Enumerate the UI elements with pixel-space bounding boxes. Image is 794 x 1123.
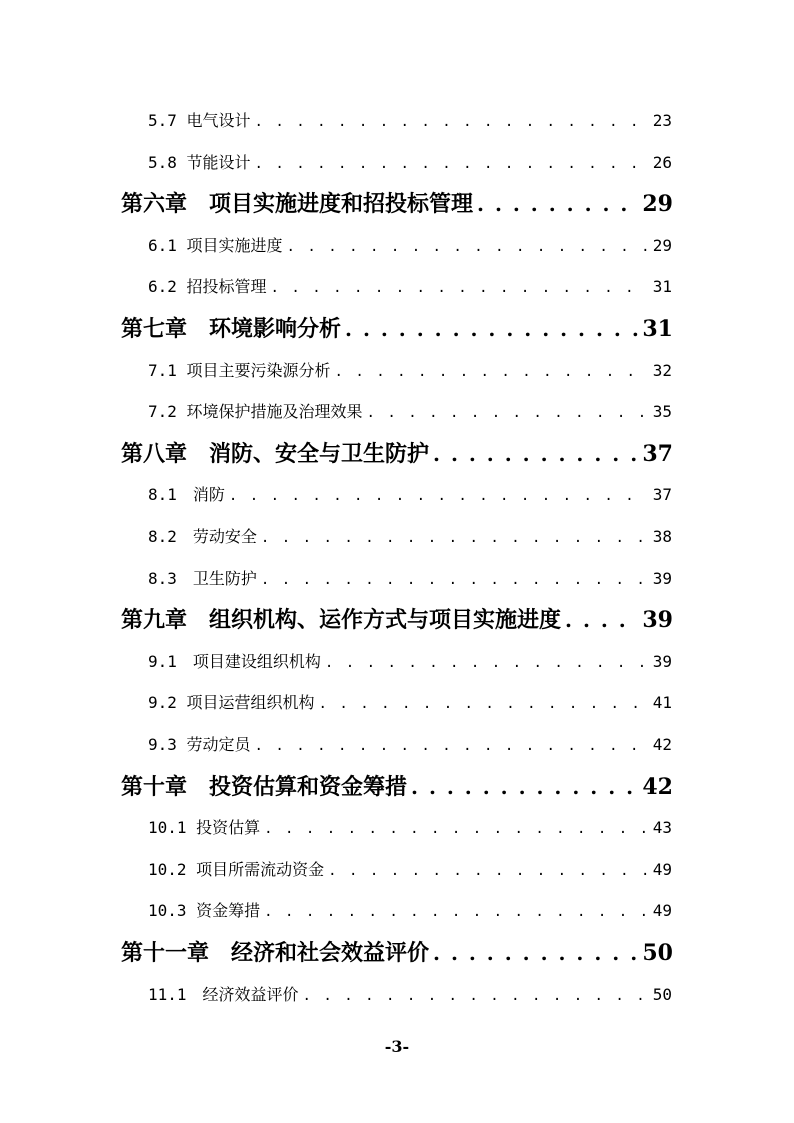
toc-entry-title: 第八章 消防、安全与卫生防护 — [121, 440, 430, 467]
toc-entry-page-number: 26 — [652, 152, 672, 172]
toc-entry-page-number: 31 — [652, 277, 672, 297]
toc-section-entry[interactable] — [148, 233, 672, 256]
toc-section-entry[interactable] — [148, 690, 672, 713]
toc-dot-leader — [229, 488, 649, 504]
toc-dot-leader — [264, 904, 649, 920]
toc-dot-leader — [335, 364, 649, 380]
toc-dot-leader — [255, 114, 649, 130]
toc-dot-leader — [261, 572, 649, 588]
toc-entry-page-number: 37 — [642, 440, 673, 467]
toc-section-entry[interactable] — [148, 399, 672, 422]
toc-chapter-entry[interactable] — [121, 312, 673, 343]
toc-section-entry[interactable] — [148, 898, 672, 921]
toc-dot-leader — [255, 738, 649, 754]
toc-entry-page-number: 29 — [642, 191, 673, 218]
toc-entry-title: 10.3 资金筹措 — [148, 901, 261, 921]
toc-dot-leader — [411, 775, 638, 799]
toc-chapter-entry[interactable] — [121, 437, 673, 468]
toc-chapter-entry[interactable] — [121, 770, 673, 801]
toc-entry-title: 11.1 经济效益评价 — [148, 984, 299, 1004]
toc-entry-title: 9.3 劳动定员 — [148, 735, 251, 754]
toc-entry-page-number: 43 — [652, 818, 672, 838]
toc-entry-title: 5.8 节能设计 — [148, 152, 251, 172]
toc-dot-leader — [255, 156, 649, 172]
toc-section-entry[interactable] — [148, 815, 672, 838]
toc-entry-page-number: 41 — [652, 693, 672, 713]
toc-section-entry[interactable] — [148, 566, 672, 589]
toc-entry-title: 9.2 项目运营组织机构 — [148, 693, 315, 713]
toc-entry-title: 10.2 项目所需流动资金 — [148, 859, 325, 879]
toc-entry-page-number: 50 — [652, 984, 672, 1004]
toc-entry-title: 第十章 投资估算和资金筹措 — [121, 773, 408, 800]
toc-entry-title: 6.2 招投标管理 — [148, 277, 267, 297]
toc-entry-page-number: 37 — [652, 485, 672, 505]
toc-entry-page-number: 50 — [642, 940, 673, 966]
toc-section-entry[interactable] — [148, 982, 672, 1005]
toc-entry-title: 7.1 项目主要污染源分析 — [148, 360, 331, 380]
toc-section-entry[interactable] — [148, 274, 672, 297]
toc-entry-title: 9.1 项目建设组织机构 — [148, 651, 321, 671]
page-number-footer: -3- — [384, 1037, 410, 1056]
toc-section-entry[interactable] — [148, 108, 672, 131]
toc-dot-leader — [264, 821, 649, 837]
toc-entry-page-number: 49 — [652, 859, 672, 879]
toc-dot-leader — [287, 239, 649, 255]
toc-entry-title: 第九章 组织机构、运作方式与项目实施进度 — [121, 607, 562, 634]
toc-entry-page-number: 35 — [652, 402, 672, 422]
toc-entry-page-number: 39 — [652, 568, 672, 588]
toc-entry-page-number: 42 — [652, 735, 672, 754]
toc-dot-leader — [328, 863, 649, 879]
toc-section-entry[interactable] — [148, 150, 672, 173]
toc-entry-page-number: 38 — [652, 527, 672, 546]
toc-entry-title: 10.1 投资估算 — [148, 818, 261, 838]
toc-section-entry[interactable] — [148, 732, 672, 755]
toc-dot-leader — [261, 530, 649, 546]
toc-section-entry[interactable] — [148, 482, 672, 505]
toc-entry-page-number: 29 — [652, 235, 672, 255]
toc-section-entry[interactable] — [148, 524, 672, 547]
toc-section-entry[interactable] — [148, 649, 672, 672]
toc-entry-title: 8.1 消防 — [148, 485, 225, 505]
toc-dot-leader — [433, 941, 638, 965]
toc-dot-leader — [433, 442, 638, 466]
toc-dot-leader — [319, 696, 649, 712]
toc-chapter-entry[interactable] — [121, 187, 673, 218]
toc-entry-page-number: 49 — [652, 901, 672, 921]
toc-dot-leader — [303, 988, 649, 1004]
toc-dot-leader — [565, 608, 638, 632]
toc-dot-leader — [271, 280, 649, 296]
toc-entry-title: 第十一章 经济和社会效益评价 — [121, 940, 430, 966]
toc-entry-page-number: 23 — [652, 111, 672, 130]
toc-dot-leader — [345, 317, 638, 341]
toc-entry-page-number: 32 — [652, 360, 672, 380]
toc-entry-title: 8.3 卫生防护 — [148, 568, 257, 588]
toc-chapter-entry[interactable] — [121, 603, 673, 634]
toc-entry-page-number: 42 — [642, 773, 673, 800]
toc-entry-page-number: 31 — [642, 316, 673, 342]
toc-entry-title: 5.7 电气设计 — [148, 111, 251, 130]
toc-chapter-entry[interactable] — [121, 936, 673, 967]
toc-dot-leader — [477, 192, 638, 216]
toc-entry-title: 第七章 环境影响分析 — [121, 316, 342, 342]
toc-dot-leader — [325, 655, 649, 671]
toc-section-entry[interactable] — [148, 857, 672, 880]
toc-entry-title: 7.2 环境保护措施及治理效果 — [148, 402, 363, 422]
toc-section-entry[interactable] — [148, 358, 672, 381]
toc-dot-leader — [367, 405, 649, 421]
toc-entry-page-number: 39 — [642, 607, 673, 634]
toc-entry-page-number: 39 — [652, 651, 672, 671]
toc-entry-title: 8.2 劳动安全 — [148, 527, 257, 546]
toc-entry-title: 第六章 项目实施进度和招投标管理 — [121, 191, 474, 218]
toc-entry-title: 6.1 项目实施进度 — [148, 235, 283, 255]
